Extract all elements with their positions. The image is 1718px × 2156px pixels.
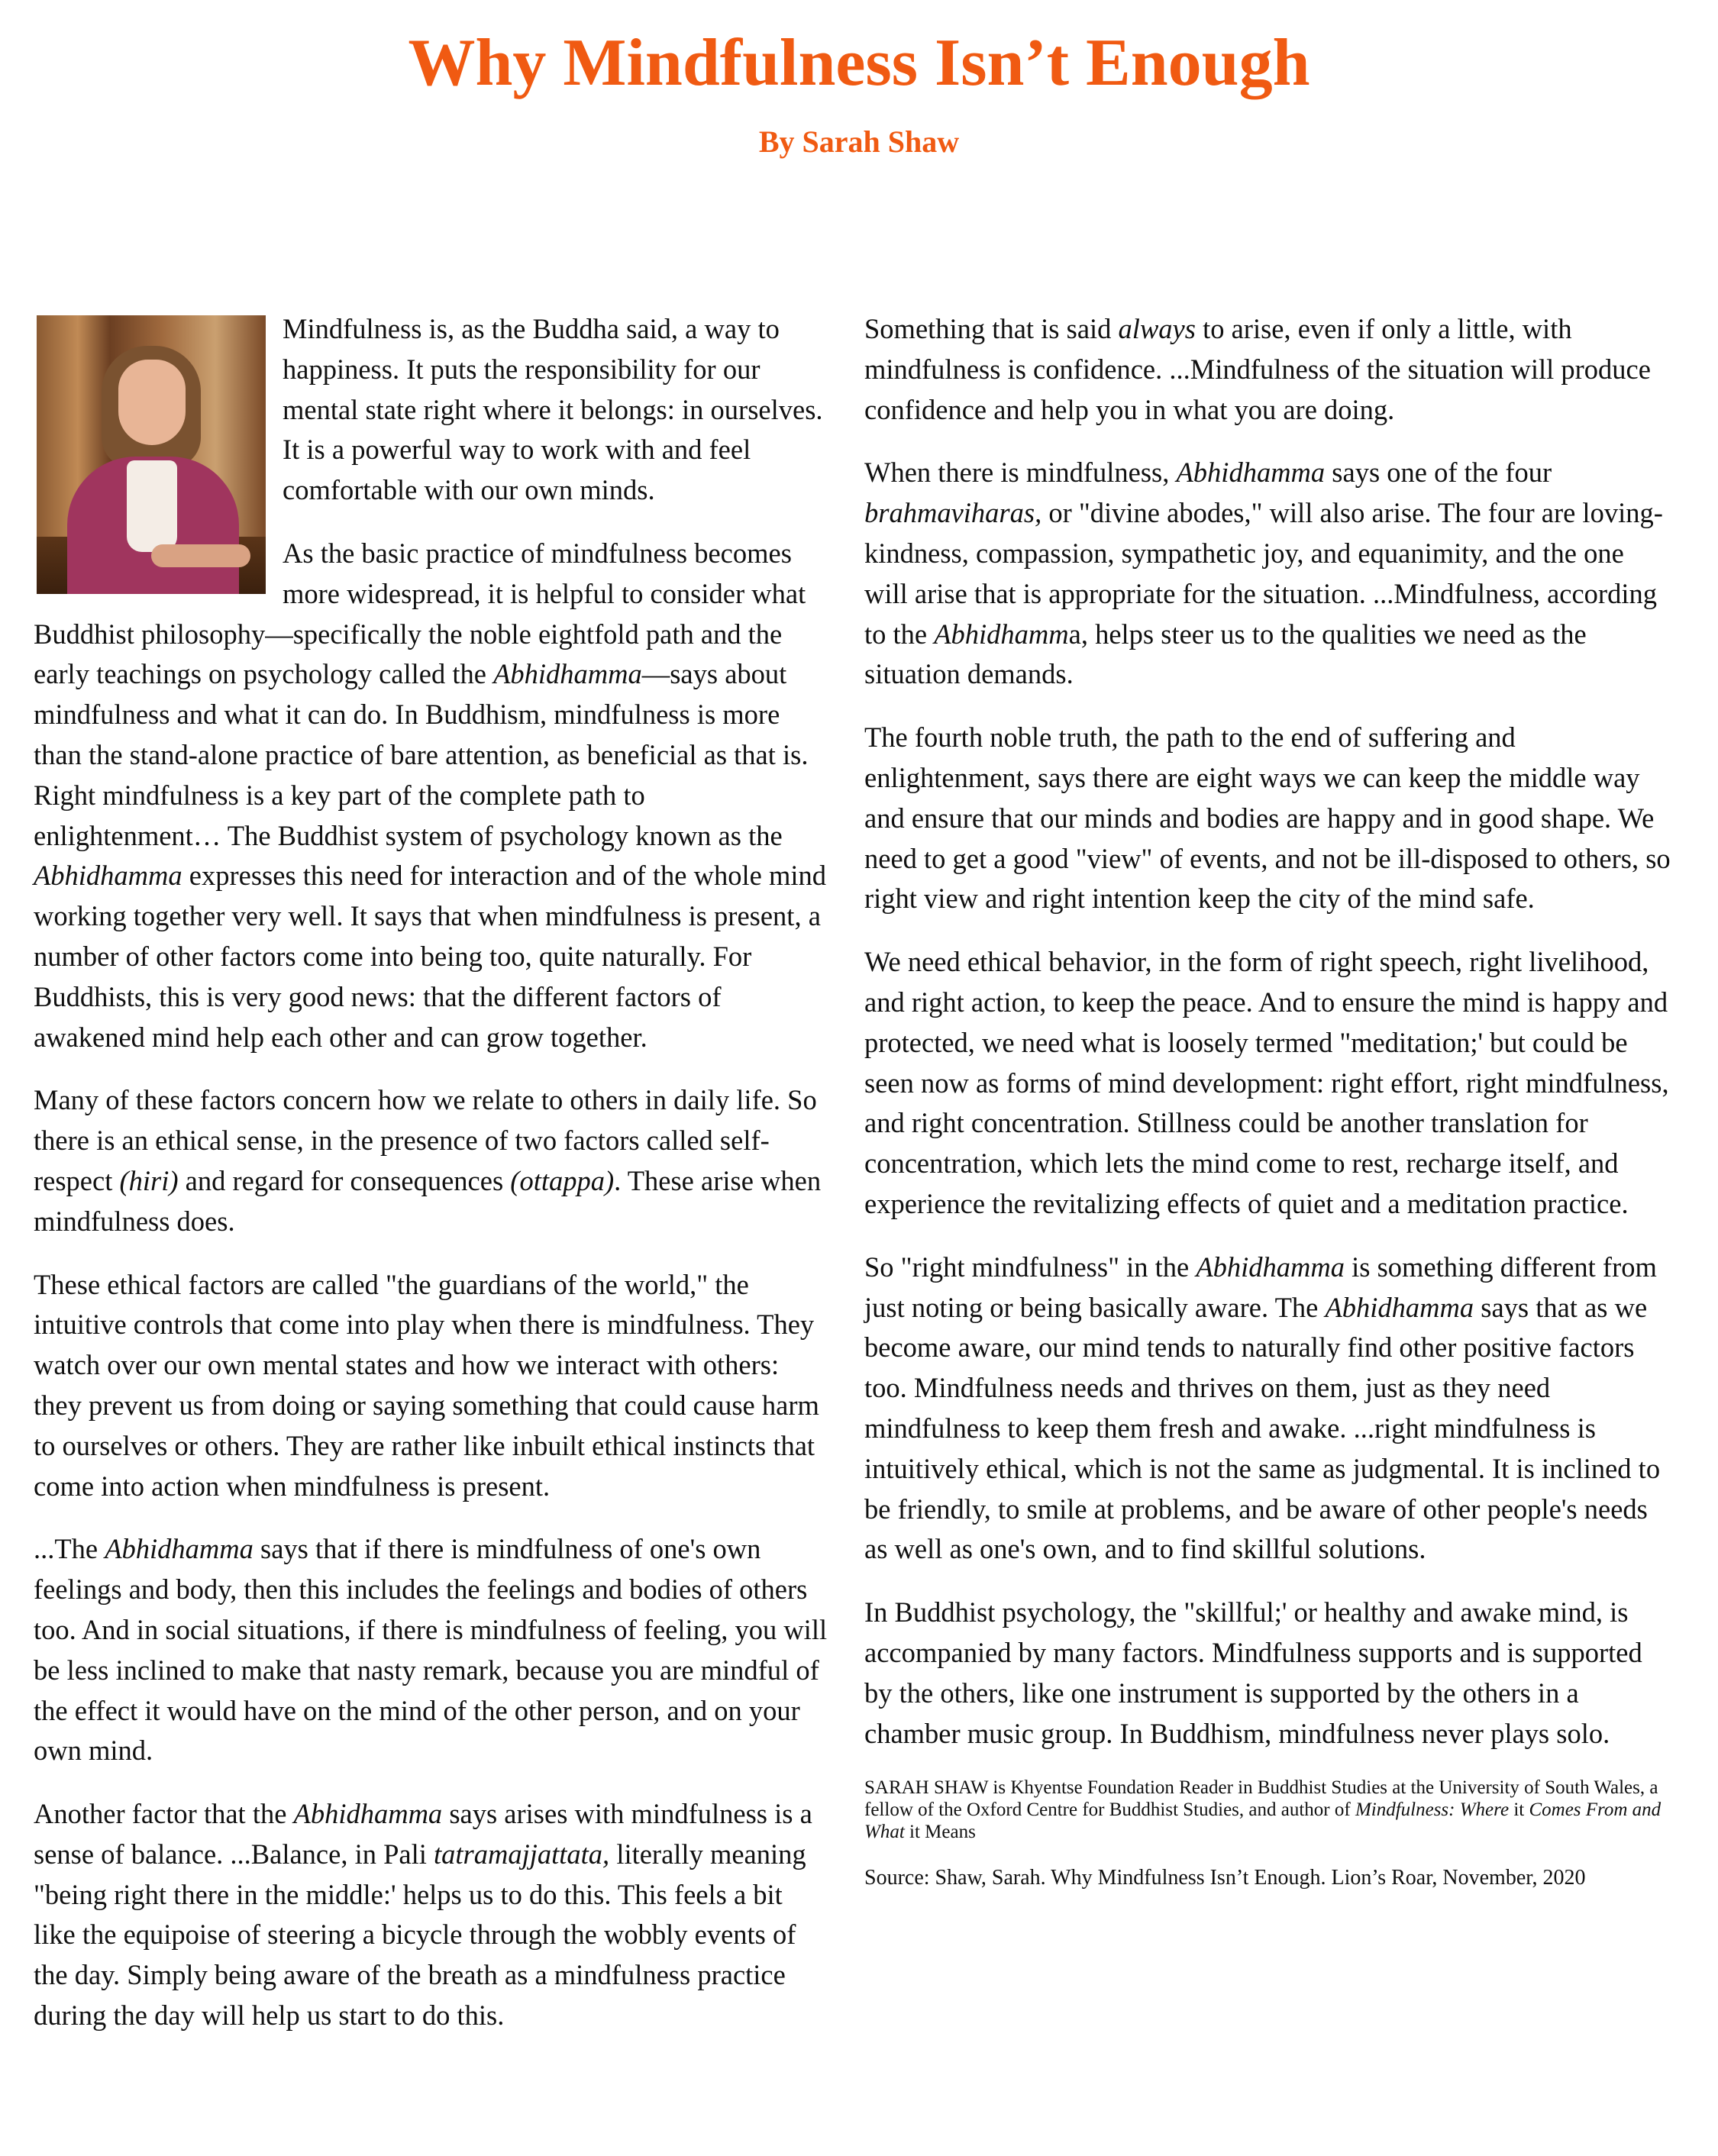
italic-term: Abhidhamma [493, 658, 642, 690]
text-run: We need ethical behavior, in the form of right speech, right livelihood, and right action, to keep the peace. And to ensure the mind is happy and protected, we need what is loosely termed "meditation;' but could be seen now as forms of mind development: right effort, right mindfulness, and right concentration. Stillness could be another translation for concentration, which lets the mind come to rest, recharge itself, and experience the revitalizing effects of quiet and a meditation practice. [864, 946, 1669, 1219]
italic-term: tatramajjattata, [434, 1838, 610, 1870]
left-column [34, 309, 831, 2059]
text-run: When there is mindfulness, [864, 457, 1177, 489]
italic-term: Abhidhamma [1176, 457, 1326, 489]
text-run: a, helps steer us to the qualities we need as the situation demands. [864, 618, 1587, 690]
body-paragraph [864, 453, 1674, 695]
text-run: says arises with mindfulness is a sense of balance. ...Balance, in Pali [34, 1798, 812, 1870]
italic-term: (hiri) [119, 1164, 179, 1196]
text-run: and regard for consequences [178, 1164, 511, 1196]
italic-term: Abhidhamma [1196, 1251, 1345, 1283]
photo-arm [151, 544, 250, 567]
body-paragraph [34, 1794, 831, 2036]
text-run: ...The [34, 1533, 105, 1565]
text-run: Another factor that the [34, 1798, 294, 1830]
text-run: . These arise when mindfulness does. [34, 1164, 822, 1237]
text-run: Something that is said [864, 313, 1119, 344]
italic-term: Abhidhamma [105, 1533, 254, 1565]
photo-shirt [127, 460, 177, 552]
text-run: —says about mindfulness and what it can do. In Buddhism, mindfulness is more than the stand-alone practice of bare attention, as beneficial as that is. Right mindfulness is a key part of the complete path to enlightenment… The Buddhist system of psychology known as the [34, 658, 809, 851]
text-run: expresses this need for interaction and of the whole mind working together very well. It says that when mindfulness is present, a number of other factors come into being too, quite naturally. For Buddhists, this is very good news: that the different factors of awakened mind help each other and can grow together. [34, 860, 826, 1053]
body-paragraph [864, 1247, 1674, 1570]
author-bio [864, 1777, 1674, 1843]
text-run: it [1509, 1799, 1529, 1821]
author-byline: By Sarah Shaw [758, 124, 960, 159]
italic-term: Abhidhamma [34, 860, 182, 892]
text-run: SARAH SHAW is Khyentse Foundation Reader in Buddhist Studies at the University of South Wales, a fellow of the Oxford Centre for Buddhist Studies, and author of [864, 1777, 1658, 1821]
text-run: says that as we become aware, our mind tends to naturally find other positive factors too. Mindfulness needs and thrives on them, just as they need mindfulness to keep them fresh and awake. ...right mindfulness is intuitively ethical, which is not the same as judgmental. It is inclined to be friendly, to smile at problems, and be aware of other people's needs as well as one's own, and to find skillful solutions. [864, 1291, 1661, 1565]
body-paragraph [34, 1080, 831, 1241]
text-run: is something different from just noting or being basically aware. The [864, 1251, 1657, 1323]
body-paragraph [864, 1593, 1674, 1754]
text-run: Many of these factors concern how we relate to others in daily life. So there is an ethical sense, in the presence of two factors called self-respect [34, 1084, 817, 1196]
italic-term: brahmaviharas, [864, 497, 1042, 529]
italic-term: Comes From and What [864, 1799, 1661, 1843]
body-paragraph [864, 942, 1674, 1225]
text-run: to arise, even if only a little, with mindfulness is confidence. ...Mindfulness of the situation will produce confidence and help you in what you are doing. [864, 313, 1651, 425]
italic-term: Abhidhamma [293, 1798, 443, 1830]
text-run: says that if there is mindfulness of one's own feelings and body, then this includes the feelings and bodies of others too. And in social situations, if there is mindfulness of feeling, you will be less inclined to make that nasty remark, because you are mindful of the effect it would have on the mind of the other person, and on your own mind. [34, 1533, 828, 1767]
body-paragraph [34, 534, 831, 1057]
article-title: Why Mindfulness Isn’t Enough [408, 26, 1310, 100]
text-run: In Buddhist psychology, the "skillful;' or healthy and awake mind, is accompanied by many factors. Mindfulness supports and is supported by the others, like one instrument is supported by the others in a chamber music group. In Buddhism, mindfulness never plays solo. [864, 1596, 1642, 1749]
italic-term: Abhidhamm [934, 618, 1069, 650]
text-run: As the basic practice of mindfulness becomes more widespread, it is helpful to consider what Buddhist philosophy—specifically the noble eightfold path and the early teachings on psychology called the [34, 537, 806, 690]
body-paragraph [864, 718, 1674, 919]
text-run: it Means [904, 1822, 976, 1843]
body-paragraph [34, 1265, 831, 1507]
body-paragraph [864, 309, 1674, 430]
text-run: The fourth noble truth, the path to the end of suffering and enlightenment, says there are eight ways we can keep the middle way and ensure that our minds and bodies are happy and in good shape. We need to get a good "view" of events, and not be ill-disposed to others, so right view and right intention keep the city of the mind safe. [864, 721, 1671, 915]
italic-term: Mindfulness: Where [1355, 1799, 1510, 1821]
right-paragraphs [864, 309, 1674, 1754]
text-run: literally meaning "being right there in the middle:' helps us to do this. This feels a bit like the equipoise of steering a bicycle through the wobbly events of the day. Simply being aware of the breath as a mindfulness practice during the day will help us start to do this. [34, 1838, 806, 2032]
text-run: So "right mindfulness" in the [864, 1251, 1196, 1283]
text-run: These ethical factors are called "the guardians of the world," the intuitive controls that come into play when there is mindfulness. They watch over our own mental states and how we interact with others: they prevent us from doing or saying something that could cause harm to ourselves or others. They are rather like inbuilt ethical instincts that come into action when mindfulness is present. [34, 1268, 819, 1502]
body-paragraph [34, 1529, 831, 1771]
text-run: Mindfulness is, as the Buddha said, a way to happiness. It puts the responsibility for our mental state right where it belongs: in ourselves. It is a powerful way to work with and feel comfortable with our own minds. [283, 313, 823, 506]
author-photo [37, 315, 266, 594]
italic-term: always [1118, 313, 1196, 344]
italic-term: (ottappa) [510, 1164, 615, 1196]
source-citation: Source: Shaw, Sarah. Why Mindfulness Isn’t Enough. Lion’s Roar, November, 2020 [864, 1866, 1586, 1890]
italic-term: Abhidhamma [1325, 1291, 1474, 1323]
text-run: says one of the four [1325, 457, 1552, 489]
right-column [864, 309, 1674, 1913]
text-run: or "divine abodes," will also arise. The four are loving-kindness, compassion, sympathetic joy, and equanimity, and the one will arise that is appropriate for the situation. ...Mindfulness, according to the [864, 497, 1663, 650]
photo-face [118, 360, 186, 445]
